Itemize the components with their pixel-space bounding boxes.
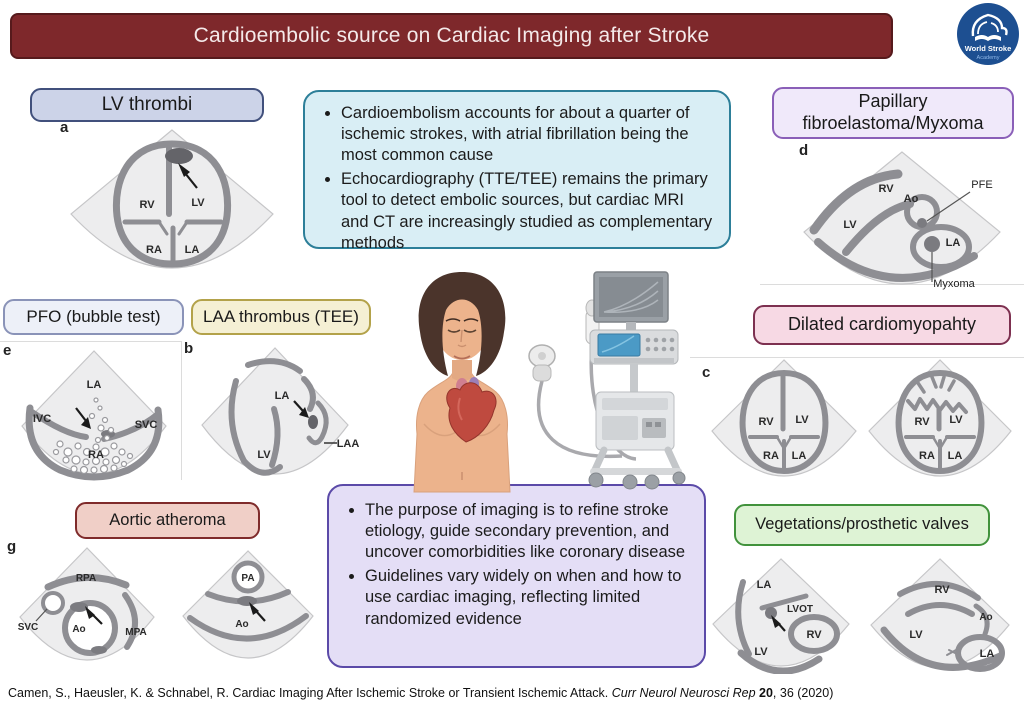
chamber-label-lvot: LVOT [787, 604, 813, 615]
echo-fan-g2-aorta-long-axis [172, 548, 324, 666]
myxoma-blob [924, 236, 940, 252]
pfe-blob [917, 218, 927, 228]
pill-label: LV thrombi [101, 93, 193, 115]
vessel-label-ao: Ao [235, 619, 249, 630]
chamber-label-lv: LV [949, 414, 963, 426]
vessel-label-ao: Ao [72, 624, 86, 635]
echo-fan-e-pfo [8, 348, 180, 482]
chamber-label-ivc: IVC [32, 413, 52, 425]
category-pill-lv-thrombi [30, 88, 264, 122]
bullet-item: • Guidelines vary widely on when and how to use cardiac imaging, reflecting limited randomized evidence [365, 566, 690, 629]
vessel-label-svc: SVC [17, 622, 39, 633]
pill-label: Papillary fibroelastoma/Myxoma [802, 91, 984, 133]
chamber-label-la: LA [274, 390, 290, 402]
category-pill-vegetations [734, 504, 990, 546]
chamber-label-ra: RA [919, 450, 935, 462]
laa-thrombus-blob [308, 415, 318, 429]
citation-text: Camen, S., Haeusler, K. & Schnabel, R. Cardiac Imaging After Ischemic Stroke or Transient Ischemic Attack. [8, 686, 612, 700]
divider-line [181, 341, 182, 480]
chamber-label-rv: RV [806, 629, 822, 641]
chamber-label-rv: RV [758, 416, 774, 428]
pill-label: Dilated cardiomyopahty [787, 314, 977, 335]
category-pill-laa-thrombus [191, 299, 371, 335]
chamber-label-la: LA [86, 379, 102, 391]
chamber-label-la: LA [184, 244, 200, 256]
annotation-pfe: PFE [971, 179, 993, 191]
chamber-label-la: LA [791, 450, 807, 462]
logo-text-line2: Academy [976, 55, 1000, 61]
category-pill-dilated-cardiomyopathy [753, 305, 1011, 345]
citation [8, 686, 833, 700]
vegetation-blob [765, 607, 777, 619]
chamber-label-ra: RA [146, 244, 162, 256]
category-pill-pfo [3, 299, 184, 335]
citation-suffix: , 36 (2020) [772, 686, 834, 700]
pill-label: Aortic atheroma [109, 510, 226, 529]
atheroma-blob [70, 602, 88, 612]
panel-letter-c: c [702, 364, 711, 381]
chamber-label-rv: RV [878, 183, 894, 195]
pill-label: Vegetations/prosthetic valves [755, 515, 969, 534]
chamber-label-rv: RV [914, 416, 930, 428]
category-pill-aortic-atheroma [75, 502, 260, 539]
chamber-label-ao: Ao [903, 193, 919, 205]
atheroma-blob [91, 646, 107, 654]
wsa-logo [956, 2, 1020, 66]
chamber-label-lv: LV [191, 197, 205, 209]
echo-fan-f2-prosthetic-valve [858, 556, 1022, 676]
pill-label: LAA thrombus (TEE) [203, 306, 359, 326]
bullet-item: • The purpose of imaging is to refine stroke etiology, guide secondary prevention, and uncover comorbidities like coronary disease [365, 500, 690, 563]
echo-fan-g1-aorta-short-axis [8, 545, 166, 667]
echo-fan-d-pfe-myxoma [788, 148, 1016, 290]
title-banner [10, 13, 893, 59]
info-box-top [303, 90, 731, 252]
chamber-label-svc: SVC [134, 419, 158, 431]
chamber-label-ra: RA [88, 449, 104, 461]
chamber-label-la: LA [947, 450, 963, 462]
chamber-label-la: LA [945, 237, 961, 249]
chamber-label-lv: LV [843, 219, 857, 231]
annotation-myxoma: Myxoma [933, 278, 975, 290]
chamber-label-ao: Ao [979, 612, 993, 623]
chamber-label-rv: RV [139, 199, 155, 211]
vessel-label-pa: PA [241, 573, 255, 584]
panel-letter-g: g [7, 538, 17, 555]
vessel-label-rpa: RPA [75, 573, 97, 584]
chamber-label-rv: RV [934, 584, 950, 596]
echo-fan-b-laa-thrombus [188, 345, 363, 482]
panel-letter-a: a [60, 119, 69, 136]
ultrasound-machine [589, 272, 685, 489]
lv-thrombus-blob [165, 148, 193, 164]
echo-fan-a-lv-thrombi [55, 126, 290, 276]
echo-fan-c2-dilated [856, 357, 1024, 484]
page-title: Cardioembolic source on Cardiac Imaging after Stroke [193, 24, 710, 47]
panel-letter-b: b [184, 340, 194, 357]
chamber-label-ra: RA [763, 450, 779, 462]
chamber-label-lv: LV [754, 646, 768, 658]
echo-fan-c1-normal [698, 357, 870, 484]
bullet-item: • Cardioembolism accounts for about a quarter of ischemic strokes, with atrial fibrillation being the most common cause [341, 103, 715, 166]
divider-line [0, 341, 181, 342]
panel-letter-e: e [3, 342, 12, 359]
echo-fan-f1-vegetation [700, 556, 862, 674]
chamber-label-lv: LV [909, 629, 923, 641]
logo-text-line1: World Stroke [964, 44, 1012, 53]
citation-volume: 20 [759, 686, 773, 700]
bullet-item: • Echocardiography (TTE/TEE) remains the primary tool to detect embolic sources, but cardiac MRI and CT are increasingly studied as complementary methods [341, 169, 715, 253]
chamber-label-la: LA [979, 648, 995, 660]
patient-figure [414, 272, 510, 492]
echo-exam-illustration [390, 266, 690, 494]
info-box-bottom [327, 484, 706, 668]
chamber-label-la: LA [756, 579, 772, 591]
pill-label: PFO (bubble test) [26, 306, 161, 326]
atheroma-blob [237, 596, 257, 606]
panel-letter-d: d [799, 142, 809, 159]
citation-journal: Curr Neurol Neurosci Rep [611, 686, 760, 700]
vessel-label-mpa: MPA [125, 627, 147, 638]
chamber-label-lv: LV [795, 414, 809, 426]
annotation-laa: LAA [336, 438, 360, 450]
category-pill-papillary-myxoma [772, 87, 1014, 139]
chamber-label-lv: LV [257, 449, 271, 461]
